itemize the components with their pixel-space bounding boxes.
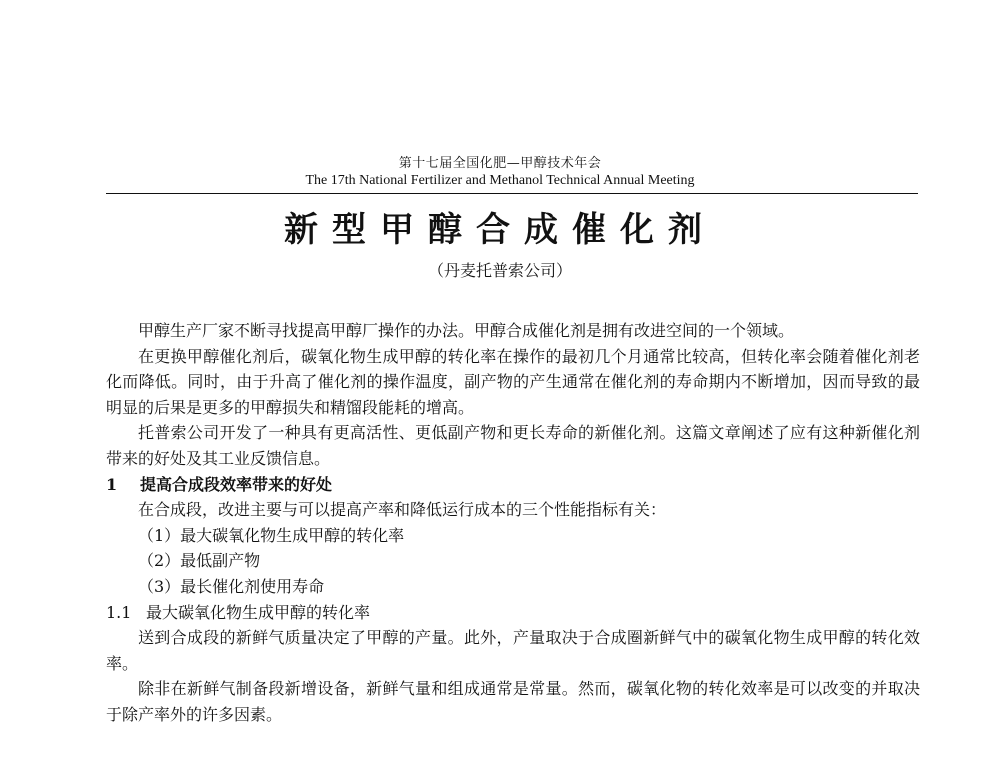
conference-name-english: The 17th National Fertilizer and Methanol Technical Annual Meeting — [305, 173, 695, 188]
intro-paragraph-1: 甲醇生产厂家不断寻找提高甲醇厂操作的办法。甲醇合成催化剂是拥有改进空间的一个领域。 — [138, 321, 795, 340]
list-item: （2）最低副产物 — [138, 551, 261, 571]
intro-paragraph-3: 托普索公司开发了一种具有更高活性、更低副产物和更长寿命的新催化剂。这篇文章阐述了应有这种新催化剂带来的好处及其工业反馈信息。 — [106, 423, 920, 468]
section-1-1-heading — [106, 600, 920, 626]
section-1-title: 提高合成段效率带来的好处 — [140, 474, 333, 494]
section-1-1-paragraph-2: 除非在新鲜气制备段新增设备，新鲜气量和组成通常是常量。然而，碳氧化物的转化效率是可以改变的并取决于除产率外的许多因素。 — [106, 679, 920, 724]
section-1-1-title: 最大碳氧化物生成甲醇的转化率 — [146, 602, 371, 622]
header-divider — [106, 193, 918, 194]
list-item: （3）最长催化剂使用寿命 — [138, 576, 325, 596]
paper-title: 新型甲醇合成催化剂 — [284, 210, 716, 250]
conference-header — [0, 155, 1000, 190]
list-item: （1）最大碳氧化物生成甲醇的转化率 — [138, 525, 405, 545]
author-affiliation: （丹麦托普索公司） — [427, 261, 572, 280]
section-1-intro: 在合成段，改进主要与可以提高产率和降低运行成本的三个性能指标有关： — [138, 500, 667, 520]
intro-paragraph-2: 在更换甲醇催化剂后，碳氧化物生成甲醇的转化率在操作的最初几个月通常比较高，但转化率会随着催化剂老化而降低。同时，由于升高了催化剂的操作温度，副产物的产生通常在催化剂的寿命期内不断增加，因而导致的最明显的后果是更多的甲醇损失和精馏段能耗的增高。 — [106, 346, 920, 417]
section-1-1-paragraph-1: 送到合成段的新鲜气质量决定了甲醇的产量。此外，产量取决于合成圈新鲜气中的碳氧化物生成甲醇的转化效率。 — [106, 628, 920, 673]
section-1-1-number: 1.1 — [106, 602, 132, 622]
section-1-number: 1 — [106, 474, 118, 494]
section-1-heading — [106, 472, 920, 498]
article-body — [106, 318, 920, 728]
conference-name-chinese: 第十七届全国化肥—甲醇技术年会 — [398, 156, 602, 171]
